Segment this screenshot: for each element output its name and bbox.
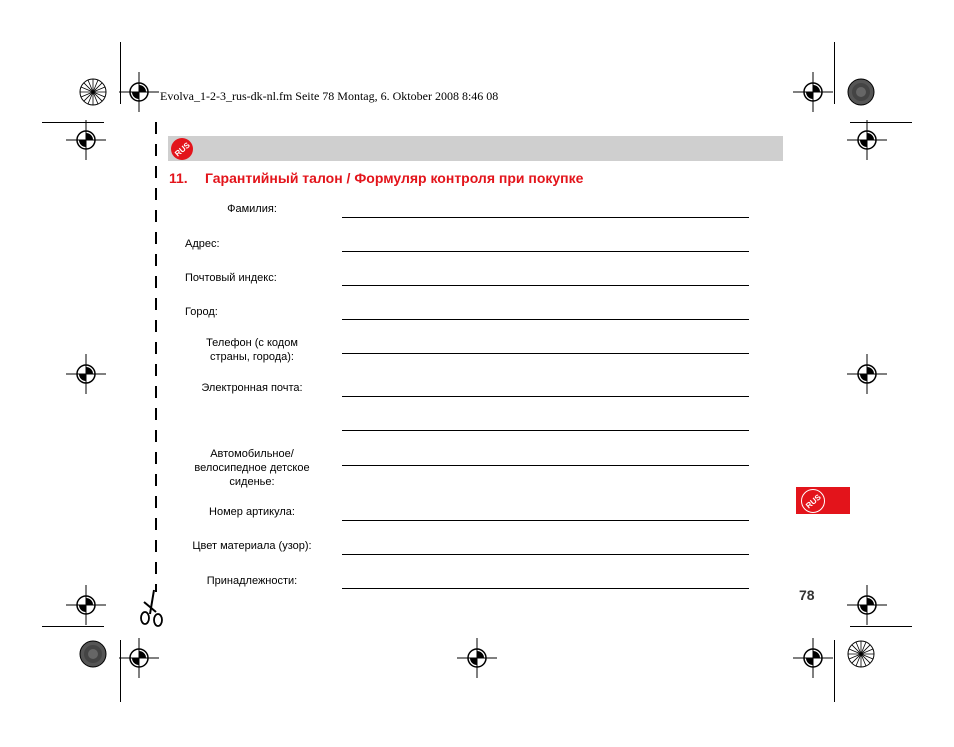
article-label: Номер артикула: [209, 506, 295, 518]
scissors-icon [138, 588, 166, 628]
registration-mark-icon [119, 638, 159, 678]
registration-mark-icon [119, 72, 159, 112]
trim-line [834, 42, 835, 104]
address-label: Адрес: [185, 238, 220, 250]
postcode-label: Почтовый индекс: [185, 272, 277, 284]
registration-mark-icon [66, 120, 106, 160]
cut-line [155, 122, 157, 592]
child-seat-label-line1: Автомобильное/ [210, 448, 294, 460]
color-label: Цвет материала (узор): [192, 540, 312, 552]
side-tab-rus-icon [801, 489, 825, 513]
section-title-text: Гарантийный талон / Формуляр контроля при покупке [205, 170, 584, 186]
section-number: 11. [169, 170, 188, 186]
trim-line [850, 626, 912, 627]
trim-line [834, 640, 835, 702]
registration-mark-icon [66, 585, 106, 625]
email-field[interactable] [342, 396, 749, 397]
address-field[interactable] [342, 251, 749, 252]
child-seat-label-line2: велосипедное детское [194, 462, 310, 474]
trim-line [42, 626, 104, 627]
rosette-icon [79, 78, 107, 106]
section-band [168, 136, 783, 161]
accessories-field[interactable] [342, 588, 749, 589]
registration-mark-icon [847, 585, 887, 625]
registration-mark-icon [793, 72, 833, 112]
page-number: 78 [799, 587, 815, 603]
accessories-label: Принадлежности: [206, 575, 298, 587]
phone-label-line2: страны, города): [209, 351, 294, 363]
phone-label [172, 336, 332, 364]
child-seat-field[interactable] [342, 465, 749, 466]
city-label: Город: [185, 306, 218, 318]
registration-mark-icon [847, 120, 887, 160]
rosette-icon [847, 640, 875, 668]
language-side-tab [796, 487, 850, 514]
rus-badge-label: RUS [172, 140, 192, 158]
phone-field[interactable] [342, 353, 749, 354]
email-label: Электронная почта: [201, 382, 303, 394]
registration-mark-icon [847, 354, 887, 394]
section-title [169, 170, 583, 186]
rosette-icon [79, 640, 107, 668]
registration-mark-icon [66, 354, 106, 394]
child-seat-label-line3: сиденье: [229, 476, 275, 488]
rosette-icon [847, 78, 875, 106]
child-seat-label [172, 447, 332, 489]
color-field[interactable] [342, 554, 749, 555]
file-header: Evolva_1-2-3_rus-dk-nl.fm Seite 78 Montag, 6. Oktober 2008 8:46 08 [160, 89, 499, 103]
email-field-2[interactable] [342, 430, 749, 431]
rus-badge-icon [171, 138, 193, 160]
surname-label: Фамилия: [227, 203, 277, 215]
registration-mark-icon [793, 638, 833, 678]
surname-field[interactable] [342, 217, 749, 218]
side-tab-label: RUS [803, 492, 823, 510]
city-field[interactable] [342, 319, 749, 320]
phone-label-line1: Телефон (с кодом [206, 337, 298, 349]
registration-mark-icon [457, 638, 497, 678]
article-field[interactable] [342, 520, 749, 521]
postcode-field[interactable] [342, 285, 749, 286]
